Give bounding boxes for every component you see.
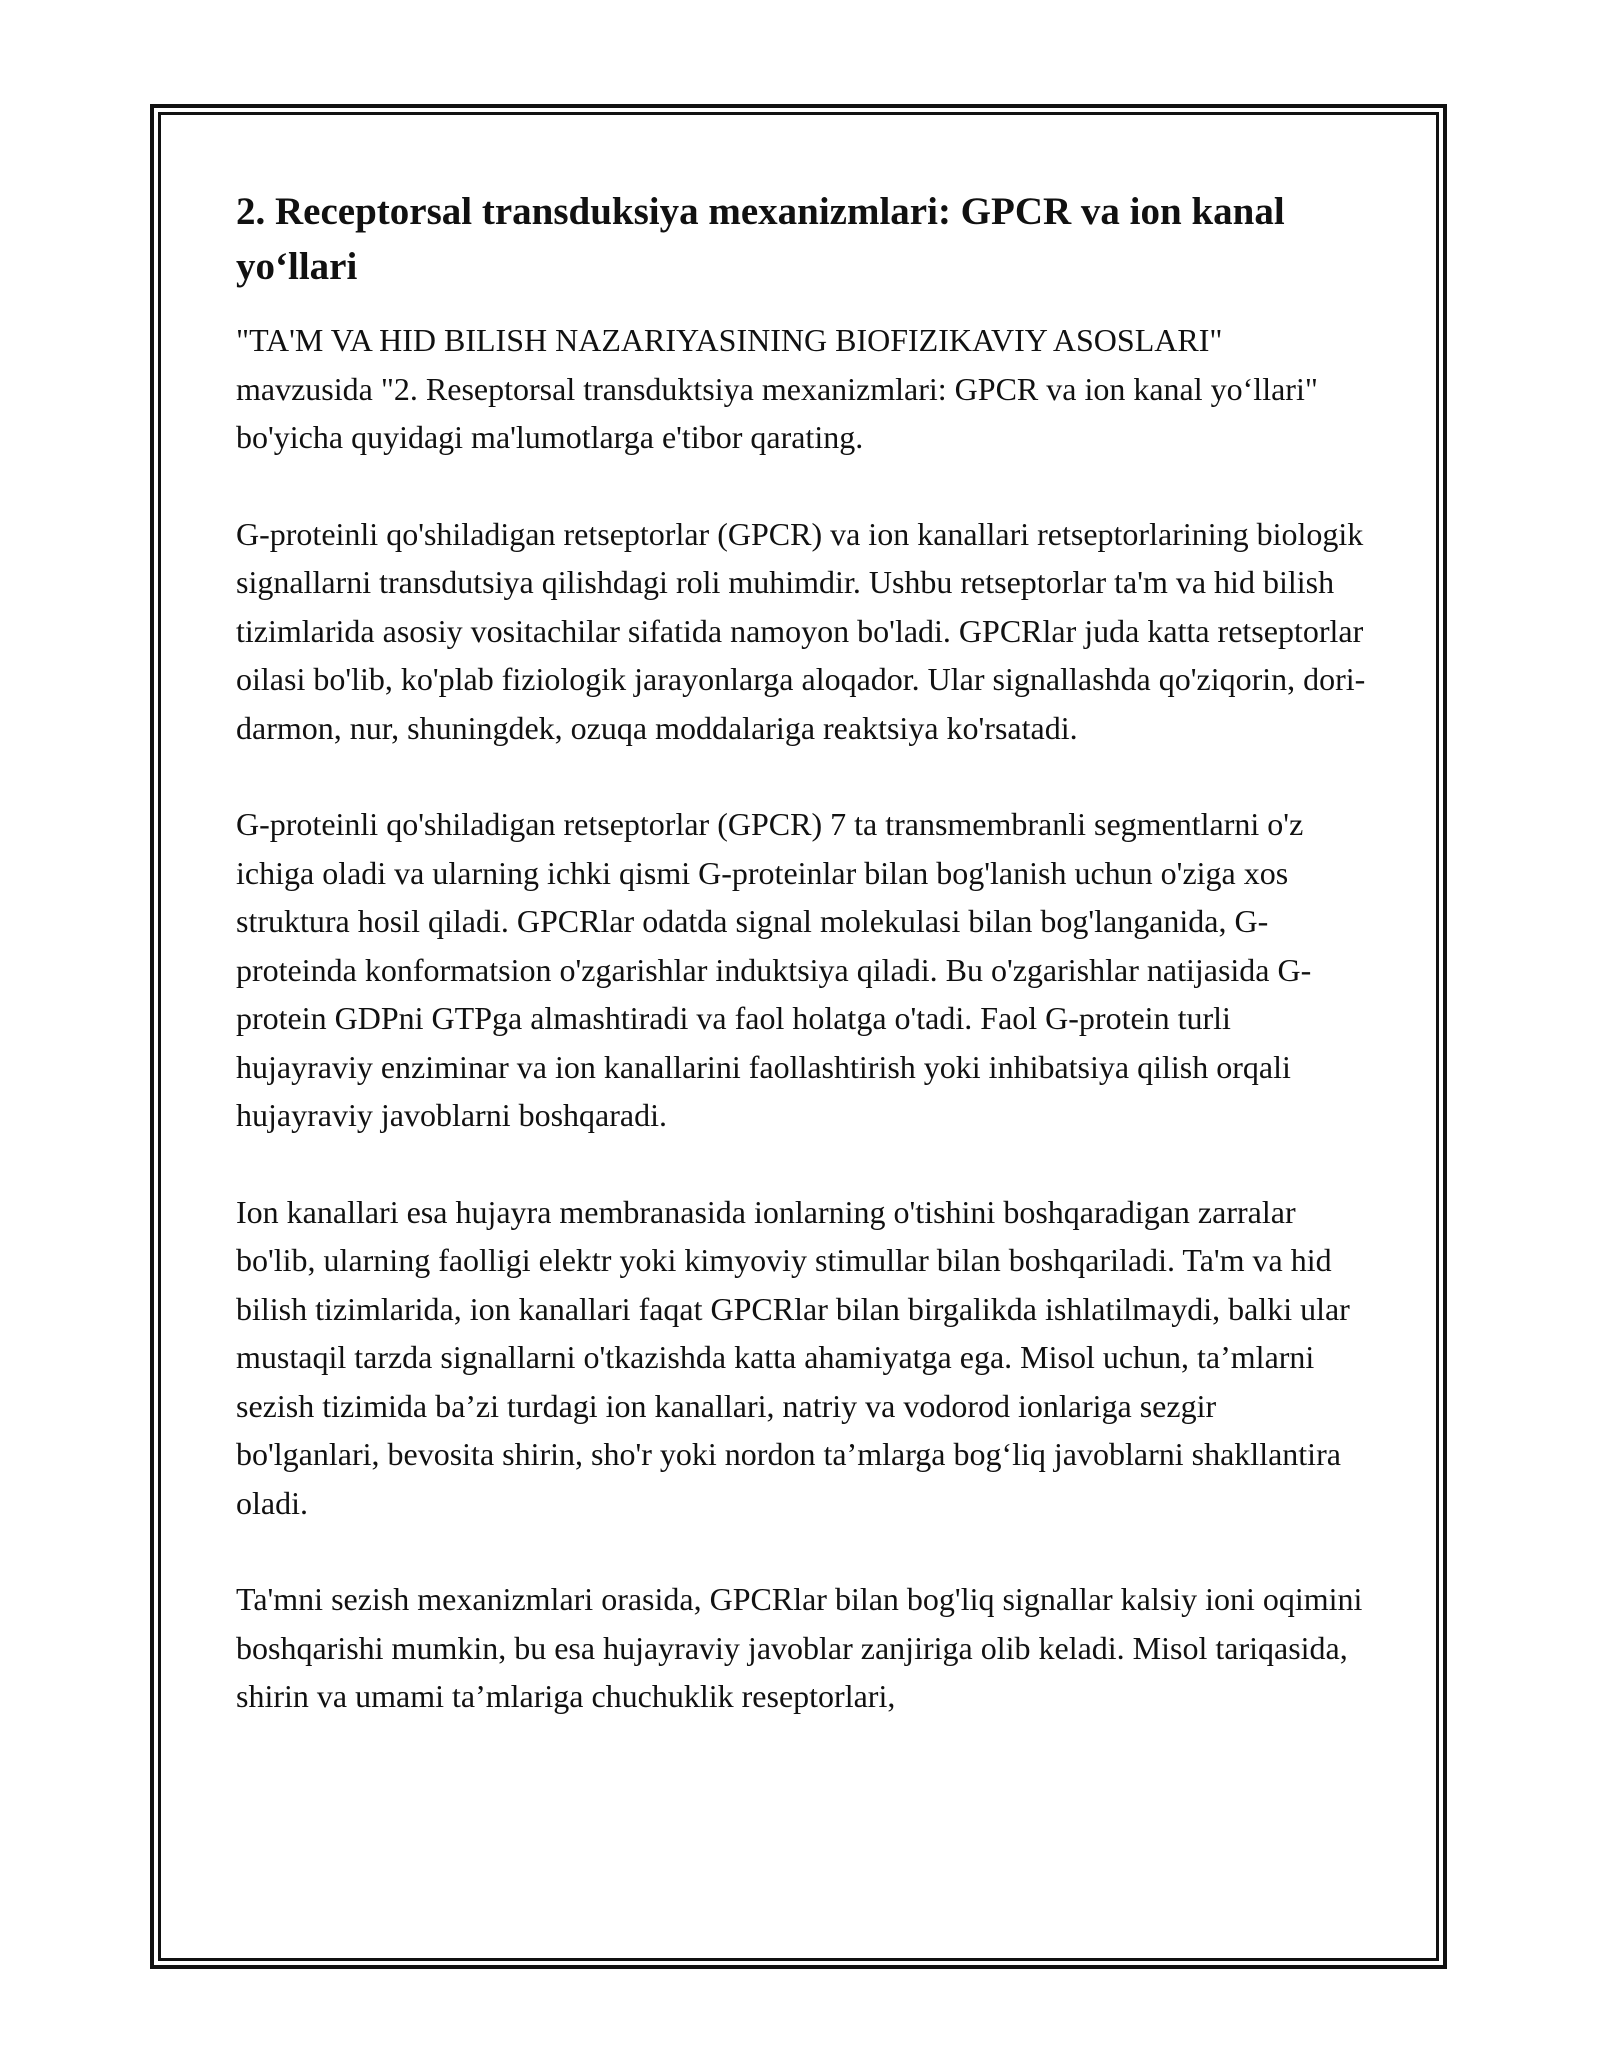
paragraph-intro: "TA'M VA HID BILISH NAZARIYASINING BIOFIZIKAVIY ASOSLARI" mavzusida "2. Reseptorsal transduktsiya mexanizmlari: GPCR va ion kanal yo‘llari" bo'yicha quyidagi ma'lumotlarga e'tibor qarating. (236, 322, 1318, 455)
paragraph-taste-mechanisms: Ta'mni sezish mexanizmlari orasida, GPCRlar bilan bog'liq signallar kalsiy ioni oqimini boshqarishi mumkin, bu esa hujayraviy javoblar zanjiriga olib keladi. Misol tariqasida, shirin va umami ta’mlariga chuchuklik reseptorlari, (236, 1581, 1363, 1714)
paragraph-gpcr-structure: G-proteinli qo'shiladigan retseptorlar (GPCR) 7 ta transmembranli segmentlarni o'z ichiga oladi va ularning ichki qismi G-proteinlar bilan bog'lanish uchun o'ziga xos struktura hosil qiladi. GPCRlar odatda signal molekulasi bilan bog'langanida, G-proteinda konformatsion o'zgarishlar induktsiya qiladi. Bu o'zgarishlar natijasida G-protein GDPni GTPga almashtiradi va faol holatga o'tadi. Faol G-protein turli hujayraviy enziminar va ion kanallarini faollashtirish yoki inhibatsiya qilish orqali hujayraviy javoblarni boshqaradi. (236, 806, 1312, 1133)
paragraph-ion-channels: Ion kanallari esa hujayra membranasida ionlarning o'tishini boshqaradigan zarralar bo'lib, ularning faolligi elektr yoki kimyoviy stimullar bilan boshqariladi. Ta'm va hid bilish tizimlarida, ion kanallari faqat GPCRlar bilan birgalikda ishlatilmaydi, balki ular mustaqil tarzda signallarni o'tkazishda katta ahamiyatga ega. Misol uchun, ta’mlarni sezish tizimida ba’zi turdagi ion kanallari, natriy va vodorod ionlariga sezgir bo'lganlari, bevosita shirin, sho'r yoki nordon ta’mlarga bog‘liq javoblarni shakllantira oladi. (236, 1193, 1350, 1521)
paragraph-gpcr-overview: G-proteinli qo'shiladigan retseptorlar (GPCR) va ion kanallari retseptorlarining biologik signallarni transdutsiya qilishdagi roli muhimdir. Ushbu retseptorlar ta'm va hid bilish tizimlarida asosiy vositachilar sifatida namoyon bo'ladi. GPCRlar juda katta retseptorlar oilasi bo'lib, ko'plab fiziologik jarayonlarga aloqador. Ular signallashda qo'ziqorin, dori-darmon, nur, shuningdek, ozuqa moddalariga reaktsiya ko'rsatadi. (236, 515, 1366, 746)
section-heading: 2. Receptorsal transduksiya mexanizmlari: GPCR va ion kanal yo‘llari (236, 190, 1285, 288)
document-body (236, 184, 1366, 1769)
